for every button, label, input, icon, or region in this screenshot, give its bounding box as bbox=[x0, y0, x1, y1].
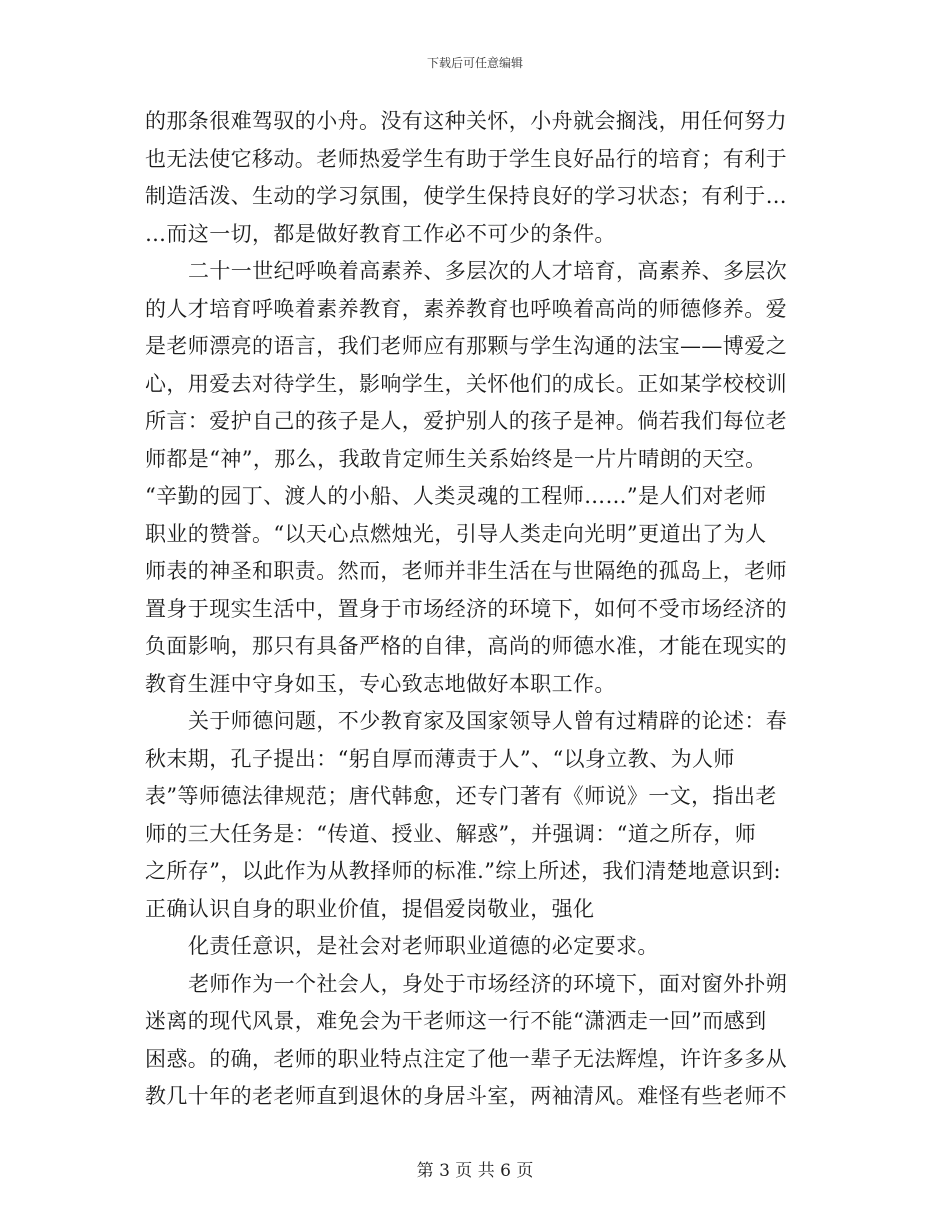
text-line: 心，用爱去对待学生，影响学生，关怀他们的成长。正如某学校校训 bbox=[145, 371, 787, 396]
text-line: 负面影响，那只有具备严格的自律，高尚的师德水准，才能在现实的 bbox=[145, 634, 787, 658]
text-line: 教育生涯中守身如玉，专心致志地做好本职工作。 bbox=[145, 671, 616, 696]
text-line: 置身于现实生活中，置身于市场经济的环境下，如何不受市场经济的 bbox=[145, 596, 787, 621]
text-line: …而这一切，都是做好教育工作必不可少的条件。 bbox=[145, 221, 616, 246]
text-line: 正确认识自身的职业价值，提倡爱岗敬业，强化 bbox=[145, 896, 595, 921]
text-line: 也无法使它移动。老师热爱学生有助于学生良好品行的培育；有利于 bbox=[145, 146, 787, 171]
text-line: 表”等师德法律规范；唐代韩愈，还专门著有《师说》一文，指出老 bbox=[145, 784, 777, 808]
text-line: 之所存”，以此作为从教择师的标准.”综上所述，我们清楚地意识到: bbox=[145, 859, 782, 883]
text-line: 制造活泼、生动的学习氛围，使学生保持良好的学习状态；有利于… bbox=[145, 184, 787, 208]
text-line: 师的三大任务是：“传道、授业、解惑”，并强调：“道之所存，师 bbox=[145, 821, 757, 846]
text-line: 教几十年的老老师直到退休的身居斗室，两袖清风。难怪有些老师不 bbox=[145, 1084, 787, 1108]
text-line: 师都是“神”，那么，我敢肯定师生关系始终是一片片晴朗的天空。 bbox=[145, 446, 767, 471]
text-line: 化责任意识，是社会对老师职业道德的必定要求。 bbox=[188, 934, 659, 958]
text-line: 困惑。的确，老师的职业特点注定了他一辈子无法辉煌，许许多多从 bbox=[145, 1046, 787, 1071]
text-line: 迷离的现代风景，难免会为干老师这一行不能“潇洒走一回”而感到 bbox=[145, 1009, 767, 1033]
text-line: 二十一世纪呼唤着高素养、多层次的人才培育，高素养、多层次 bbox=[188, 259, 788, 283]
document-body bbox=[145, 103, 825, 1116]
text-line: 所言：爱护自己的孩子是人，爱护别人的孩子是神。倘若我们每位老 bbox=[145, 409, 787, 433]
text-line: “辛勤的园丁、渡人的小船、人类灵魂的工程师……”是人们对老师 bbox=[145, 484, 767, 508]
text-line: 的人才培育呼唤着素养教育，素养教育也呼唤着高尚的师德修养。爱 bbox=[145, 296, 787, 321]
text-line: 职业的赞誉。“以天心点燃烛光，引导人类走向光明”更道出了为人 bbox=[145, 521, 767, 546]
text-line: 师表的神圣和职责。然而，老师并非生活在与世隔绝的孤岛上，老师 bbox=[145, 559, 787, 583]
text-line: 关于师德问题，不少教育家及国家领导人曾有过精辟的论述：春 bbox=[188, 709, 788, 733]
text-line: 秋末期，孔子提出：“躬自厚而薄责于人”、“以身立教、为人师 bbox=[145, 746, 735, 771]
page-header-note: 下载后可任意编辑 bbox=[426, 56, 523, 70]
text-line: 的那条很难驾驭的小舟。没有这种关怀，小舟就会搁浅，用任何努力 bbox=[145, 109, 787, 133]
text-line: 老师作为一个社会人，身处于市场经济的环境下，面对窗外扑朔 bbox=[188, 971, 788, 996]
page-number: 第 3 页 共 6 页 bbox=[416, 1161, 534, 1181]
text-line: 是老师漂亮的语言，我们老师应有那颗与学生沟通的法宝——博爱之 bbox=[145, 334, 787, 358]
